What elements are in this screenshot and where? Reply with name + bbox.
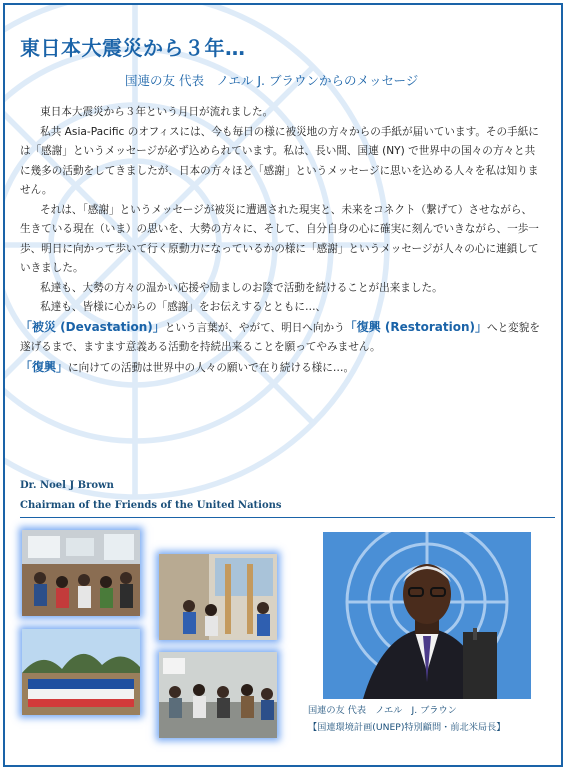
photo-team-group xyxy=(22,629,140,715)
paragraph-6-end: へと変貌を遂げるまで、ますます意義ある活動を持続出来ることを願ってやみません。 xyxy=(20,321,540,353)
photo-classroom xyxy=(22,530,140,616)
photo-portrait-noel-brown xyxy=(323,532,531,699)
paragraph-3: それは、「感謝」というメッセージが被災に遭遇された現実と、未来をコネクト（繋げて）させながら、生きている現在（いま）の思いを、大勢の方々に、そして、自分自身の心に確実に刻んでいきながら、一歩一歩、明日に向かって歩いて行く原動力になっているかの様に「感謝」というメッセージが人々の心に連鎖していきました。 xyxy=(20,203,539,274)
signature-name: Dr. Noel J Brown xyxy=(20,480,114,491)
keyword-fukko: 「復興」 xyxy=(20,359,69,374)
paragraph-2: 私共 Asia-Pacific のオフィスには、今も毎日の様に被災地の方々からの手紙が届いています。その手紙には「感謝」というメッセージが必ず込められています。私は、長い間、国連 (NY) で世界中の国々の方々と共に幾多の活動をしてきましたが、日本の方々ほど「感謝」というメッセージに思いを込める人々を私は知りません。 xyxy=(20,125,539,196)
divider xyxy=(20,517,555,518)
message-body xyxy=(20,103,540,378)
paragraph-4: 私達も、大勢の方々の温かい応援や励ましのお陰で活動を続けることが出来ました。 xyxy=(40,281,443,294)
signature-role: Chairman of the Friends of the United Nations xyxy=(20,500,282,511)
caption-line-2: 【国連環境計画(UNEP)特別顧問・前北米局長】 xyxy=(308,722,506,733)
paragraph-6-middle: という言葉が、やがて、明日へ向かう xyxy=(164,321,345,334)
paragraph-1: 東日本大震災から３年という月日が流れました。 xyxy=(40,106,274,118)
signature-block xyxy=(20,476,282,516)
keyword-devastation: 「被災 (Devastation)」 xyxy=(20,319,165,334)
page-subtitle: 国連の友 代表 ノエル J. ブラウンからのメッセージ xyxy=(125,73,419,88)
paragraph-6 xyxy=(20,318,540,358)
portrait-caption xyxy=(308,702,506,736)
keyword-restoration: 「復興 (Restoration)」 xyxy=(344,319,487,334)
paragraph-7 xyxy=(20,358,540,379)
caption-line-1: 国連の友 代表 ノエル J. ブラウン xyxy=(308,705,457,716)
paragraph-5: 私達も、皆様に心からの「感謝」をお伝えするとともに…、 xyxy=(40,301,327,313)
page-frame xyxy=(3,3,563,767)
photo-meeting xyxy=(159,652,277,738)
page-title: 東日本大震災から３年… xyxy=(20,36,246,60)
photo-volunteers-work xyxy=(159,554,277,640)
paragraph-7-end: に向けての活動は世界中の人々の願いで在り続ける様に…。 xyxy=(68,361,355,374)
